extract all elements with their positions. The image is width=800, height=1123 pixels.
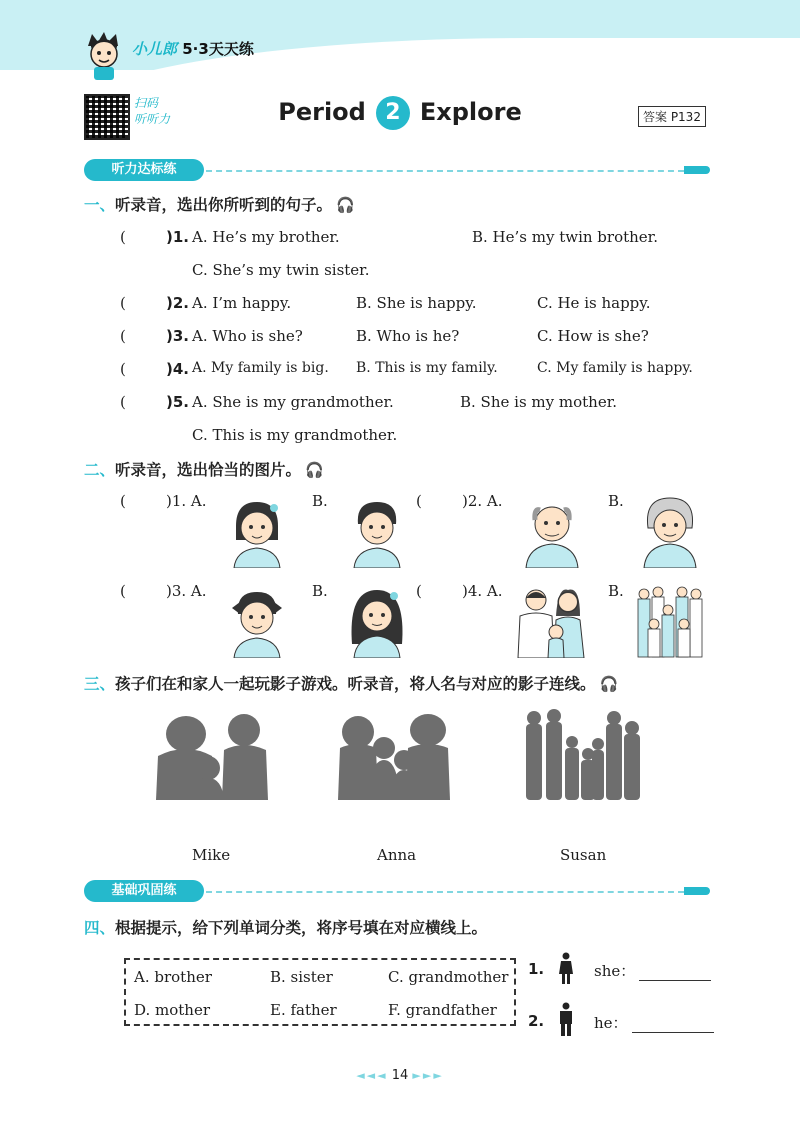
question-4-number: 四、	[84, 919, 116, 937]
blank-he[interactable]	[594, 1012, 714, 1033]
answer-line[interactable]	[639, 966, 711, 981]
answer-paren[interactable]: (	[120, 582, 126, 600]
female-icon	[558, 952, 574, 984]
option-c: C. My family is happy.	[537, 360, 693, 376]
section-divider	[206, 891, 684, 893]
option-b: B.	[608, 492, 624, 510]
answer-paren[interactable]: (	[120, 294, 126, 312]
option-c: C. This is my grandmother.	[192, 426, 398, 444]
blank-she[interactable]	[594, 960, 711, 981]
option-c: C. He is happy.	[537, 294, 651, 312]
girl-picture	[228, 496, 286, 568]
title-explore: Explore	[419, 98, 522, 126]
mascot-icon	[82, 30, 126, 80]
question-3-heading	[84, 672, 618, 694]
arrow-right-icon: ►►►	[412, 1069, 444, 1082]
blank-label: she：	[594, 962, 636, 980]
question-1-number: 一、	[84, 196, 116, 214]
word-item: A. brother	[134, 968, 212, 986]
item-number: )2. A.	[462, 492, 503, 510]
qr-label-line2: 听听力	[134, 112, 171, 126]
family-of-three-picture	[514, 586, 590, 658]
answer-paren[interactable]: (	[120, 393, 126, 411]
option-b: B.	[312, 492, 328, 510]
question-2-heading	[84, 458, 324, 480]
shadow-group-2	[336, 712, 456, 800]
option-b: B. Who is he?	[356, 327, 460, 345]
brand-highlight: 小儿郎	[132, 40, 178, 58]
name-anna[interactable]: Anna	[377, 846, 417, 864]
option-b: B. This is my family.	[356, 360, 498, 376]
answer-reference: 答案 P132	[638, 106, 706, 127]
option-a: A. She is my grandmother.	[192, 393, 394, 411]
headphones-icon: 🎧	[599, 675, 619, 693]
item-number: )4. A.	[462, 582, 503, 600]
boy-picture	[348, 496, 406, 568]
word-item: E. father	[270, 1001, 337, 1019]
older-girl-picture	[346, 584, 408, 658]
answer-paren[interactable]: (	[120, 327, 126, 345]
pencil-icon	[684, 166, 710, 174]
word-item: B. sister	[270, 968, 333, 986]
brand-series: 5·3天天练	[182, 40, 254, 58]
blank-label: he：	[594, 1014, 628, 1032]
option-a: A. He’s my brother.	[192, 228, 340, 246]
word-item: D. mother	[134, 1001, 211, 1019]
question-1-heading	[84, 193, 355, 215]
answer-paren[interactable]: (	[416, 582, 422, 600]
answer-paren[interactable]: (	[120, 492, 126, 510]
page-footer	[0, 1068, 800, 1083]
question-3-instruction: 孩子们在和家人一起玩影子游戏。听录音，将人名与对应的影子连线。	[115, 675, 596, 693]
arrow-left-icon: ◄◄◄	[356, 1069, 388, 1082]
page-number: 14	[391, 1068, 409, 1083]
item-number: )3. A.	[166, 582, 207, 600]
question-4-instruction: 根据提示，给下列单词分类，将序号填在对应横线上。	[115, 919, 488, 937]
item-number: )5.	[166, 393, 189, 411]
name-mike[interactable]: Mike	[192, 846, 231, 864]
headphones-icon: 🎧	[305, 461, 324, 479]
section-divider	[206, 170, 684, 172]
big-family-picture	[634, 584, 706, 658]
answer-paren[interactable]: (	[120, 228, 126, 246]
item-number: )2.	[166, 294, 189, 312]
option-b: B. He’s my twin brother.	[472, 228, 658, 246]
option-b: B. She is happy.	[356, 294, 477, 312]
little-girl-picture	[228, 586, 286, 658]
headphones-icon: 🎧	[336, 196, 355, 214]
name-susan[interactable]: Susan	[560, 846, 607, 864]
section-banner-basic: 基础巩固练	[84, 880, 204, 902]
brand-name	[132, 38, 254, 59]
item-number: )3.	[166, 327, 189, 345]
blank-number: 2.	[528, 1012, 545, 1030]
option-b: B.	[312, 582, 328, 600]
option-b: B. She is my mother.	[460, 393, 617, 411]
option-b: B.	[608, 582, 624, 600]
shadow-group-3	[522, 708, 642, 800]
male-icon	[558, 1002, 574, 1036]
option-c: C. How is she?	[537, 327, 649, 345]
question-2-instruction: 听录音，选出恰当的图片。	[115, 461, 302, 479]
word-item: F. grandfather	[388, 1001, 497, 1019]
question-1-instruction: 听录音，选出你所听到的句子。	[115, 196, 333, 214]
qr-label-line1: 扫码	[134, 96, 159, 110]
answer-paren[interactable]: (	[416, 492, 422, 510]
answer-paren[interactable]: (	[120, 360, 126, 378]
option-a: A. My family is big.	[192, 360, 329, 376]
grandfather-picture	[522, 496, 582, 568]
question-3-number: 三、	[84, 675, 116, 693]
option-c: C. She’s my twin sister.	[192, 261, 370, 279]
question-4-heading	[84, 916, 487, 938]
shadow-group-1	[152, 712, 272, 800]
answer-line[interactable]	[632, 1018, 714, 1033]
blank-number: 1.	[528, 960, 545, 978]
item-number: )1. A.	[166, 492, 207, 510]
pencil-icon	[684, 887, 710, 895]
item-number: )4.	[166, 360, 189, 378]
title-period: Period	[278, 98, 366, 126]
title-number-badge: 2	[376, 96, 410, 130]
item-number: )1.	[166, 228, 189, 246]
word-item: C. grandmother	[388, 968, 509, 986]
section-banner-listening: 听力达标练	[84, 159, 204, 181]
question-2-number: 二、	[84, 461, 116, 479]
option-a: A. Who is she?	[192, 327, 303, 345]
grandmother-picture	[640, 494, 700, 568]
option-a: A. I’m happy.	[192, 294, 292, 312]
